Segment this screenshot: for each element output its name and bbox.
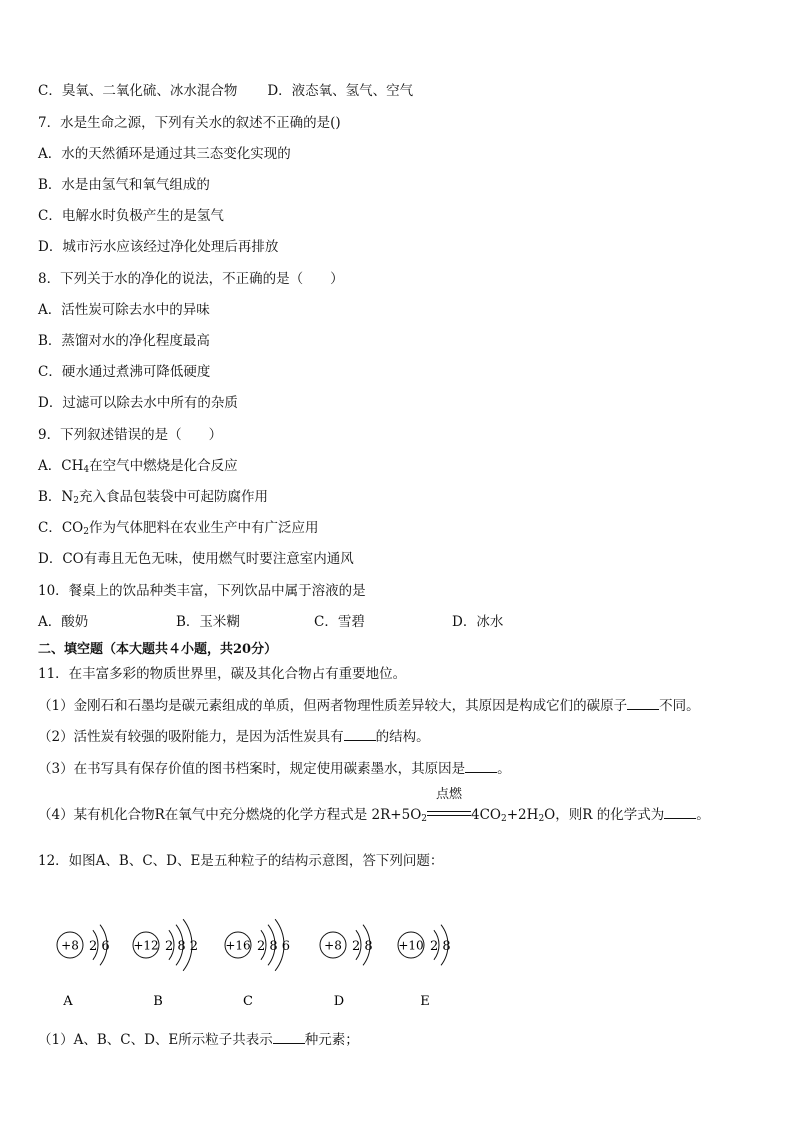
q8-option-c: C．硬水通过煮沸可降低硬度 bbox=[38, 364, 211, 380]
q9-option-c: C．$CO_2$作为气体肥料在农业生产中有广泛应用 bbox=[38, 520, 319, 537]
section-heading: 二、填空题（本大题共４小题，共20分） bbox=[38, 642, 278, 657]
q9-option-b: B．$N_2$充入食品包装袋中可起防腐作用 bbox=[38, 489, 268, 506]
atom-label: B bbox=[153, 994, 163, 1009]
q7-option-a: A．水的天然循环是通过其三态变化实现的 bbox=[38, 146, 291, 162]
atom-c bbox=[225, 919, 290, 1009]
q7-option-d: D．城市污水应该经过净化处理后再排放 bbox=[38, 239, 279, 255]
q11-part1: （1）金刚石和石墨均是碳元素组成的单质，但两者物理性质差异较大，其原因是构成它们的碳原子 不同。 bbox=[38, 698, 700, 714]
q6-option-c: C．臭氧、二氧化硫、冰水混合物 bbox=[38, 83, 238, 99]
nucleus-charge: +16 bbox=[225, 938, 251, 953]
q9-stem: 9．下列叙述错误的是（ ） bbox=[38, 427, 223, 443]
answer-blank[interactable] bbox=[664, 805, 696, 819]
q10-option-b: B．玉米糊 bbox=[176, 614, 240, 630]
q8-option-b: B．蒸馏对水的净化程度最高 bbox=[38, 333, 210, 349]
q12-stem: 12．如图A、B、C、D、E是五种粒子的结构示意图，答下列问题： bbox=[38, 853, 444, 869]
atom-a bbox=[57, 925, 110, 1009]
q10-option-c: C．雪碧 bbox=[314, 614, 365, 630]
nucleus-charge: +12 bbox=[133, 938, 159, 953]
atom-label: C bbox=[243, 994, 253, 1009]
q10-stem: 10．餐桌上的饮品种类丰富，下列饮品中属于溶液的是 bbox=[38, 583, 366, 599]
atom-label: E bbox=[420, 994, 430, 1009]
electron-counts: 2 8 2 bbox=[165, 939, 199, 954]
q11-part2: （2）活性炭有较强的吸附能力，是因为活性炭具有 的结构。 bbox=[38, 729, 430, 745]
q10-option-a: A．酸奶 bbox=[38, 614, 89, 630]
reaction-arrow bbox=[427, 787, 471, 824]
nucleus-charge: +8 bbox=[324, 938, 342, 953]
q10-option-d: D．冰水 bbox=[452, 614, 504, 630]
q7-stem: 7．水是生命之源，下列有关水的叙述不正确的是() bbox=[38, 115, 341, 131]
q11-part3: （3）在书写具有保存价值的图书档案时，规定使用碳素墨水，其原因是 。 bbox=[38, 761, 511, 777]
equals-bar bbox=[427, 811, 471, 816]
electron-counts: 2 6 bbox=[89, 939, 110, 954]
q8-stem: 8．下列关于水的净化的说法，不正确的是（ ） bbox=[38, 271, 344, 287]
q8-option-d: D．过滤可以除去水中所有的杂质 bbox=[38, 395, 238, 411]
q6-option-d: D．液态氧、氢气、空气 bbox=[267, 83, 414, 99]
nucleus-charge: +8 bbox=[61, 938, 79, 953]
q10-options bbox=[38, 613, 503, 631]
atom-structure-diagram bbox=[0, 895, 794, 1025]
atom-label: D bbox=[333, 994, 345, 1009]
q6-options bbox=[38, 82, 413, 100]
nucleus-charge: +10 bbox=[398, 938, 424, 953]
q7-option-c: C．电解水时负极产生的是氢气 bbox=[38, 208, 224, 224]
q9-option-d: D．CO有毒且无色无味，使用燃气时要注意室内通风 bbox=[38, 551, 354, 567]
electron-counts: 2 8 bbox=[352, 939, 373, 954]
answer-blank[interactable] bbox=[344, 727, 376, 741]
reaction-condition: 点燃 bbox=[436, 787, 463, 802]
q11-stem: 11．在丰富多彩的物质世界里，碳及其化合物占有重要地位。 bbox=[38, 666, 407, 682]
atom-b bbox=[133, 919, 198, 1009]
q12-part1: （1）A、B、C、D、E所示粒子共表示 种元素； bbox=[38, 1032, 359, 1048]
atom-e bbox=[398, 925, 451, 1009]
answer-blank[interactable] bbox=[465, 759, 497, 773]
atom-label: A bbox=[63, 994, 73, 1009]
q8-option-a: A．活性炭可除去水中的异味 bbox=[38, 302, 210, 318]
answer-blank[interactable] bbox=[273, 1030, 305, 1044]
electron-counts: 2 8 bbox=[430, 939, 451, 954]
q9-option-a: A．$CH_4$在空气中燃烧是化合反应 bbox=[38, 458, 238, 475]
electron-counts: 2 8 6 bbox=[257, 939, 291, 954]
atom-d bbox=[320, 925, 373, 1009]
answer-blank[interactable] bbox=[627, 696, 659, 710]
q7-option-b: B．水是由氢气和氧气组成的 bbox=[38, 177, 210, 193]
q11-part4: （4）某有机化合物R在氧气中充分燃烧的化学方程式是 $2R+5O_2$ 点燃 $4CO_2+2H_2O$，则R 的化学式为 。 bbox=[38, 787, 710, 824]
